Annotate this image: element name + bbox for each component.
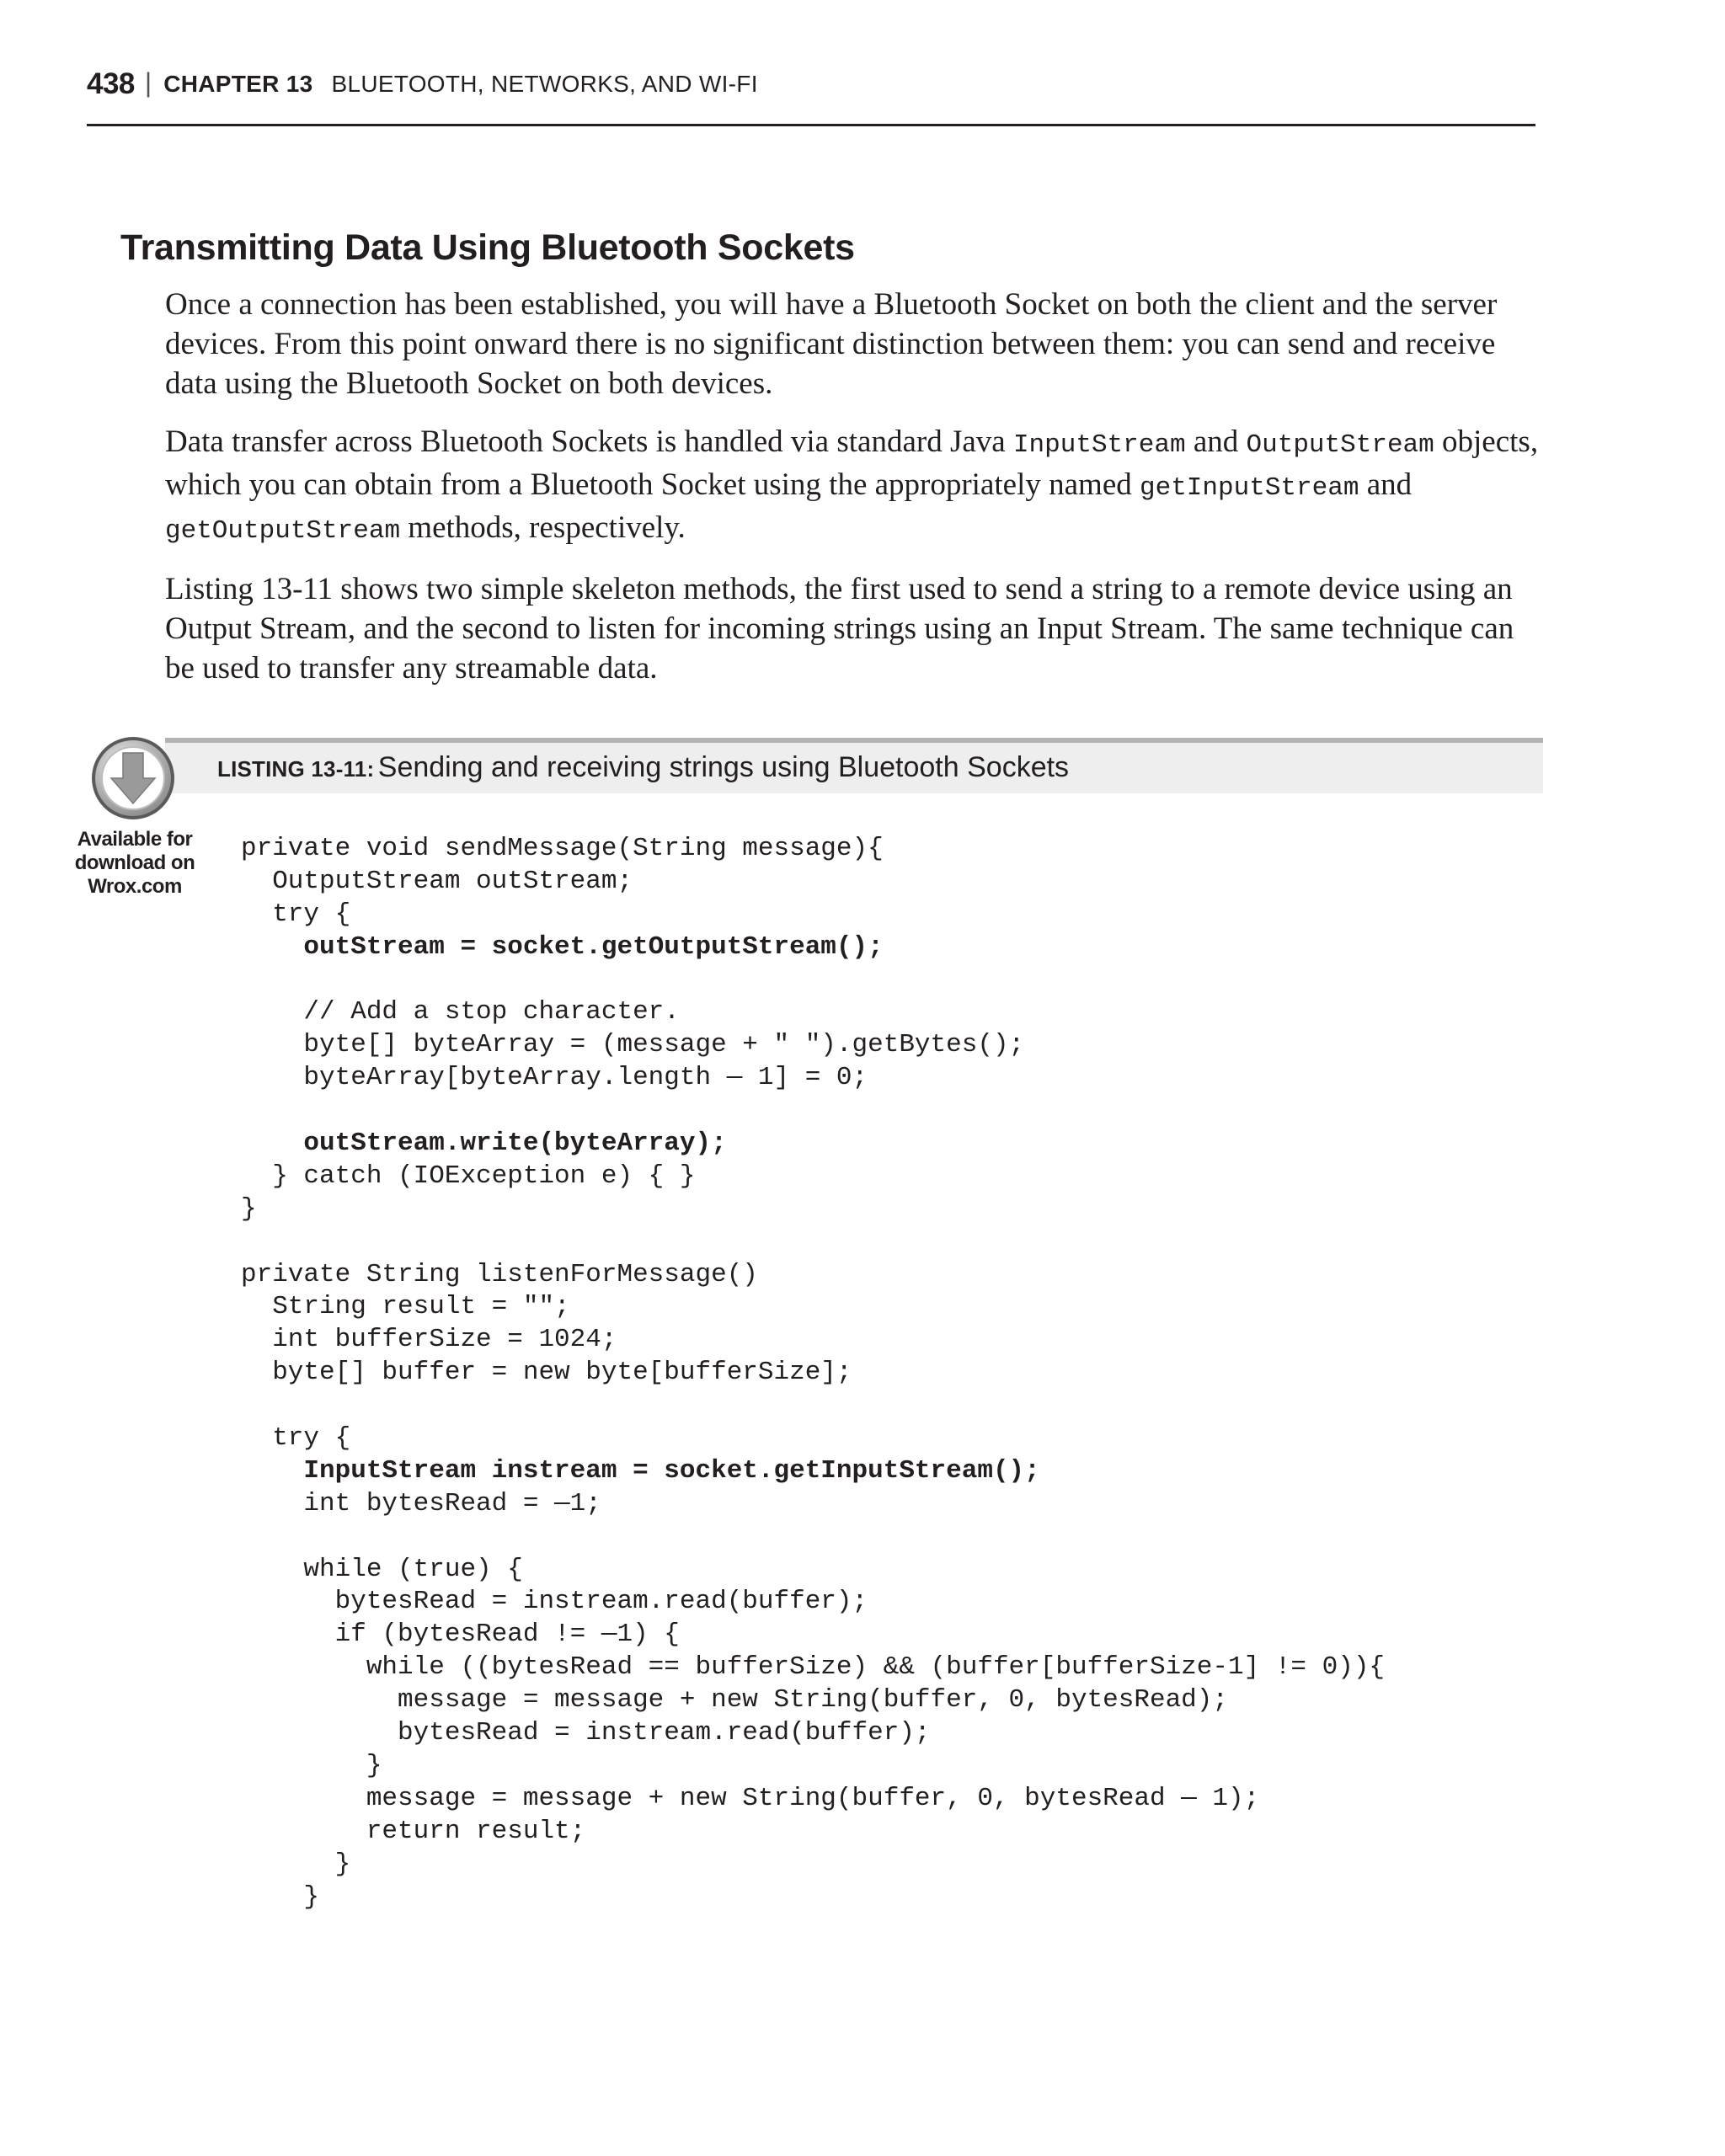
code-line: String result = ""; <box>241 1292 570 1322</box>
listing-header <box>165 738 1543 793</box>
page-number: 438 <box>87 67 135 100</box>
code-line <box>241 1226 1385 1259</box>
code-line: while ((bytesRead == bufferSize) && (buffer[bufferSize-1] != 0)){ <box>241 1652 1386 1683</box>
inline-code-getinputstream: getInputStream <box>1140 473 1359 503</box>
code-line: try { <box>241 1423 351 1454</box>
code-line: } catch (IOException e) { } <box>241 1161 696 1191</box>
code-line: } <box>241 1881 320 1912</box>
code-line: int bufferSize = 1024; <box>241 1325 617 1355</box>
header-row <box>87 67 758 101</box>
code-line: OutputStream outStream; <box>241 866 633 896</box>
code-line: } <box>241 1193 257 1224</box>
paragraph-1: Once a connection has been established, you will have a Bluetooth Socket on both the client and the server devices. From this point onward there is no significant distinction between them: you can send and receive data using the Bluetooth Socket on both devices. <box>165 287 1498 401</box>
page-header <box>87 67 1535 126</box>
chapter-title: BLUETOOTH, NETWORKS, AND WI-FI <box>331 71 758 97</box>
code-line: outStream.write(byteArray); <box>241 1129 727 1159</box>
inline-code-inputstream: InputStream <box>1012 430 1186 460</box>
download-caption[interactable] <box>72 828 197 899</box>
code-line: while (true) { <box>241 1554 523 1584</box>
code-listing <box>241 833 1385 1913</box>
code-line: bytesRead = instream.read(buffer); <box>241 1718 931 1748</box>
code-line: message = message + new String(buffer, 0, bytesRead — 1); <box>241 1783 1260 1813</box>
download-caption-line: download on <box>74 851 195 874</box>
section-title: Transmitting Data Using Bluetooth Sockets <box>120 227 855 268</box>
code-line: byte[] byteArray = (message + " ").getBytes(); <box>241 1030 1025 1060</box>
code-line: byteArray[byteArray.length — 1] = 0; <box>241 1063 868 1093</box>
code-line: // Add a stop character. <box>241 997 680 1027</box>
paragraph-2-text: Data transfer across Bluetooth Sockets is handled via standard Java <box>165 424 1013 459</box>
code-line: } <box>241 1849 351 1879</box>
code-line <box>241 1095 1385 1128</box>
listing-label: LISTING 13-11: <box>217 756 375 782</box>
code-line: private String listenForMessage() <box>241 1259 758 1289</box>
code-line: message = message + new String(buffer, 0, bytesRead); <box>241 1685 1228 1716</box>
code-line: private void sendMessage(String message){ <box>241 834 884 863</box>
paragraph-2-text: and <box>1185 424 1247 459</box>
header-separator: | <box>144 67 152 98</box>
code-line <box>241 964 1385 997</box>
section-body <box>165 285 1546 707</box>
listing-title-row <box>217 751 1069 784</box>
code-line <box>241 1390 1385 1422</box>
code-line: outStream = socket.getOutputStream(); <box>241 931 884 962</box>
inline-code-getoutputstream: getOutputStream <box>165 516 401 546</box>
code-line: } <box>241 1750 382 1780</box>
paragraph-2 <box>165 422 1546 551</box>
code-line: InputStream instream = socket.getInputStream(); <box>241 1455 1040 1486</box>
download-caption-line: Wrox.com <box>88 875 182 898</box>
paragraph-2-text: and <box>1359 467 1413 502</box>
code-line: int bytesRead = —1; <box>241 1488 601 1518</box>
paragraph-3: Listing 13-11 shows two simple skeleton methods, the first used to send a string to a remote device using an Output Stream, and the second to listen for incoming strings using an Input Stream. The same technique can be used to transfer any streamable data. <box>165 572 1514 686</box>
download-caption-line: Available for <box>77 828 193 851</box>
download-arrow-icon[interactable] <box>89 734 177 822</box>
code-line: return result; <box>241 1816 586 1846</box>
chapter-label: CHAPTER 13 <box>163 71 313 97</box>
paragraph-2-text: methods, respectively. <box>400 510 686 545</box>
code-line: if (bytesRead != —1) { <box>241 1620 680 1650</box>
code-line: bytesRead = instream.read(buffer); <box>241 1587 868 1617</box>
paragraph-2-text: objects, which you can obtain from a Bluetooth Socket using the appropriately named <box>165 424 1539 502</box>
code-line <box>241 1521 1385 1554</box>
code-line: byte[] buffer = new byte[bufferSize]; <box>241 1358 852 1388</box>
listing-title: Sending and receiving strings using Bluetooth Sockets <box>377 751 1070 783</box>
code-line: try { <box>241 899 351 929</box>
inline-code-outputstream: OutputStream <box>1246 430 1434 460</box>
